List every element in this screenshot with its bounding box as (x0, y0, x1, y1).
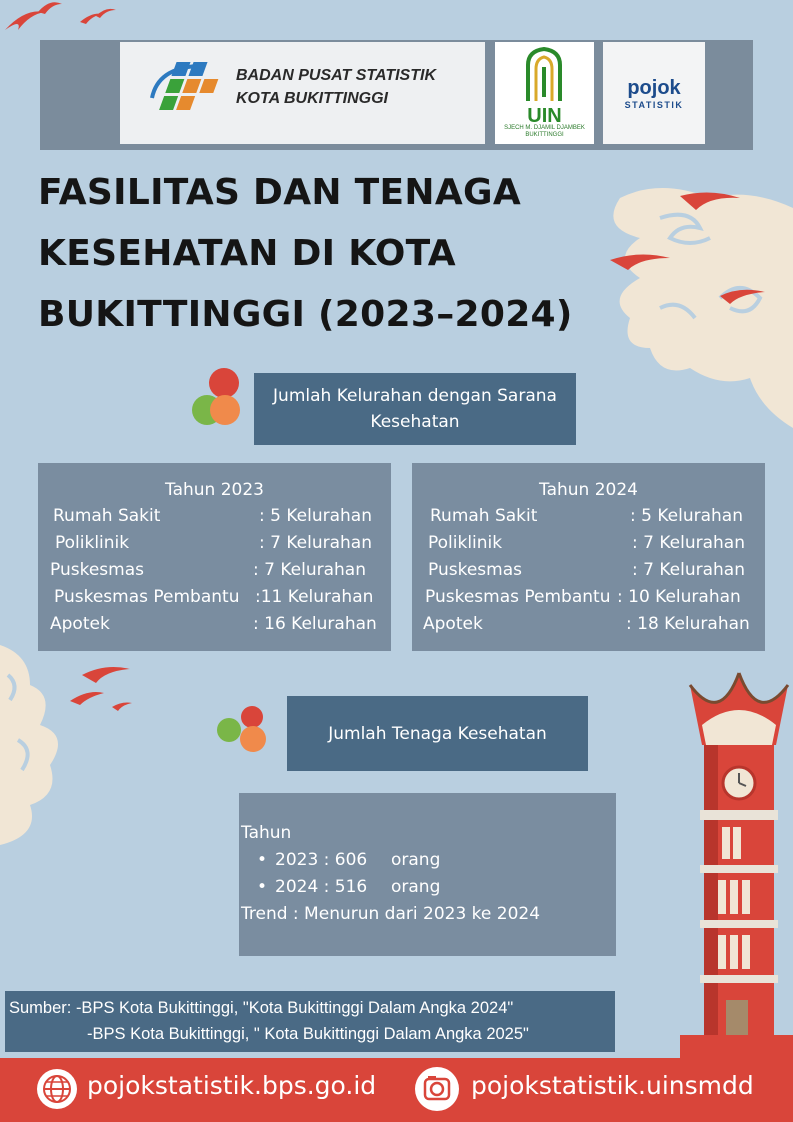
section-heading-staff (287, 696, 588, 771)
footer-instagram-link[interactable]: pojokstatistik.uinsmdd (471, 1071, 754, 1100)
title-line-3: BUKITTINGGI (2023–2024) (38, 294, 573, 335)
facility-value: : 7 Kelurahan (253, 560, 366, 580)
facility-name: Poliklinik (55, 533, 130, 553)
cloud-decoration-left (0, 645, 140, 855)
title-line-2: KESEHATAN DI KOTA (38, 233, 456, 274)
bps-logo-icon (148, 58, 226, 120)
facility-name: Puskesmas Pembantu (425, 587, 611, 607)
facility-value: : 18 Kelurahan (626, 614, 750, 634)
facility-value: : 5 Kelurahan (630, 506, 743, 526)
facilities-2024-box (412, 463, 765, 651)
pojok-logo-word: pojok (627, 77, 681, 99)
facility-name: Puskesmas (428, 560, 522, 580)
staff-heading: Jumlah Tenaga Kesehatan (328, 723, 547, 744)
dots-icon (215, 703, 271, 755)
clock-tower-illustration (680, 665, 793, 1060)
facility-name: Rumah Sakit (53, 506, 161, 526)
dots-icon (190, 366, 246, 428)
facilities-2023-box (38, 463, 391, 651)
bps-agency-name (236, 64, 486, 110)
globe-icon (36, 1068, 78, 1110)
page-title (38, 162, 598, 345)
facility-value: : 16 Kelurahan (253, 614, 377, 634)
facility-value: : 7 Kelurahan (632, 560, 745, 580)
section-heading-facilities (254, 373, 576, 445)
facility-value: : 10 Kelurahan (617, 587, 741, 607)
footer-website-link[interactable]: pojokstatistik.bps.go.id (87, 1071, 377, 1100)
uin-subtitle: SJECH M. DJAMIL DJAMBEK BUKITTINGGI (504, 125, 585, 138)
facility-name: Poliklinik (428, 533, 503, 553)
staff-box (239, 793, 616, 956)
uin-label: UIN (527, 105, 562, 127)
pojok-logo-sub: STATISTIK (624, 100, 684, 110)
facility-value: :11 Kelurahan (255, 587, 374, 607)
bullet-icon: • (257, 850, 268, 870)
cloud-decoration-right (600, 178, 793, 428)
facility-value: : 7 Kelurahan (632, 533, 745, 553)
staff-trend: Trend : Menurun dari 2023 ke 2024 (241, 904, 541, 924)
staff-year-value: 2024 : 516 (275, 877, 368, 897)
facilities-heading-line-2: Kesehatan (370, 412, 460, 432)
instagram-icon (414, 1066, 460, 1112)
source-line-1: Sumber: -BPS Kota Bukittinggi, "Kota Bukittinggi Dalam Angka 2024" (9, 999, 514, 1017)
staff-label: Tahun (241, 823, 292, 843)
facility-name: Puskesmas Pembantu (54, 587, 240, 607)
facility-name: Rumah Sakit (430, 506, 538, 526)
bps-line-2: KOTA BUKITTINGGI (236, 90, 388, 107)
facilities-year: Tahun 2024 (539, 480, 638, 500)
facility-name: Puskesmas (50, 560, 144, 580)
bps-line-1: BADAN PUSAT STATISTIK (236, 67, 436, 84)
staff-year-value: 2023 : 606 (275, 850, 368, 870)
birds-decoration-top (0, 0, 130, 40)
facility-value: : 7 Kelurahan (259, 533, 372, 553)
uin-emblem-icon (522, 47, 567, 105)
source-box (5, 991, 615, 1052)
facilities-year: Tahun 2023 (165, 480, 264, 500)
staff-unit: orang (391, 850, 441, 870)
source-line-2: -BPS Kota Bukittinggi, " Kota Bukittinggi Dalam Angka 2025" (87, 1025, 529, 1043)
facility-name: Apotek (50, 614, 110, 634)
facility-name: Apotek (423, 614, 483, 634)
bullet-icon: • (257, 877, 268, 897)
facility-value: : 5 Kelurahan (259, 506, 372, 526)
facilities-heading-line-1: Jumlah Kelurahan dengan Sarana (273, 386, 557, 406)
title-line-1: FASILITAS DAN TENAGA (38, 172, 522, 213)
staff-unit: orang (391, 877, 441, 897)
